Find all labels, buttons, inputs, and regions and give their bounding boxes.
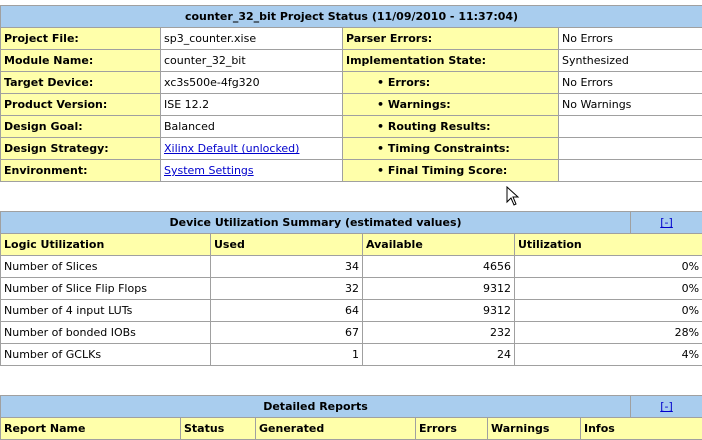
row-utilization: 28% [515,322,702,344]
row-available: 9312 [363,278,515,300]
reports-collapse-toggle[interactable]: [-] [660,400,673,413]
col-used: Used [211,234,363,256]
label-timing-constraints: • Timing Constraints: [343,138,559,160]
label-errors: • Errors: [343,72,559,94]
col-available: Available [363,234,515,256]
value-product-version: ISE 12.2 [161,94,343,116]
row-available: 232 [363,322,515,344]
detailed-reports-title: Detailed Reports [1,396,631,418]
project-status-table [0,5,702,182]
col-generated: Generated [256,418,416,440]
value-timing-constraints [559,138,702,160]
row-available: 4656 [363,256,515,278]
table-row [1,344,702,366]
col-warnings: Warnings [488,418,581,440]
label-product-version: Product Version: [1,94,161,116]
col-utilization: Utilization [515,234,702,256]
utilization-table [0,211,702,366]
row-utilization: 4% [515,344,702,366]
row-utilization: 0% [515,256,702,278]
value-warnings: No Warnings [559,94,702,116]
label-design-goal: Design Goal: [1,116,161,138]
label-parser-errors: Parser Errors: [343,28,559,50]
label-final-timing-score: • Final Timing Score: [343,160,559,182]
environment-link[interactable]: System Settings [164,164,254,177]
col-status: Status [181,418,256,440]
row-used: 1 [211,344,363,366]
value-final-timing-score [559,160,702,182]
row-used: 67 [211,322,363,344]
label-routing-results: • Routing Results: [343,116,559,138]
design-strategy-link[interactable]: Xilinx Default (unlocked) [164,142,299,155]
label-environment: Environment: [1,160,161,182]
value-module-name: counter_32_bit [161,50,343,72]
row-available: 24 [363,344,515,366]
value-implementation-state: Synthesized [559,50,702,72]
value-errors: No Errors [559,72,702,94]
col-report-name: Report Name [1,418,181,440]
row-available: 9312 [363,300,515,322]
label-target-device: Target Device: [1,72,161,94]
label-project-file: Project File: [1,28,161,50]
value-project-file: sp3_counter.xise [161,28,343,50]
value-design-goal: Balanced [161,116,343,138]
mouse-cursor-icon [506,186,522,208]
utilization-collapse-toggle[interactable]: [-] [660,216,673,229]
col-logic-utilization: Logic Utilization [1,234,211,256]
label-design-strategy: Design Strategy: [1,138,161,160]
row-label: Number of 4 input LUTs [1,300,211,322]
value-routing-results [559,116,702,138]
value-target-device: xc3s500e-4fg320 [161,72,343,94]
detailed-reports-table [0,395,702,440]
row-label: Number of Slice Flip Flops [1,278,211,300]
utilization-title: Device Utilization Summary (estimated values) [1,212,631,234]
label-implementation-state: Implementation State: [343,50,559,72]
table-row [1,278,702,300]
col-infos: Infos [581,418,702,440]
row-label: Number of Slices [1,256,211,278]
row-label: Number of GCLKs [1,344,211,366]
value-parser-errors: No Errors [559,28,702,50]
table-row [1,322,702,344]
row-label: Number of bonded IOBs [1,322,211,344]
table-row [1,256,702,278]
row-utilization: 0% [515,300,702,322]
label-warnings: • Warnings: [343,94,559,116]
row-used: 34 [211,256,363,278]
row-used: 64 [211,300,363,322]
project-status-title: counter_32_bit Project Status (11/09/2010 - 11:37:04) [1,6,702,28]
label-module-name: Module Name: [1,50,161,72]
row-utilization: 0% [515,278,702,300]
row-used: 32 [211,278,363,300]
col-errors: Errors [416,418,488,440]
table-row [1,300,702,322]
